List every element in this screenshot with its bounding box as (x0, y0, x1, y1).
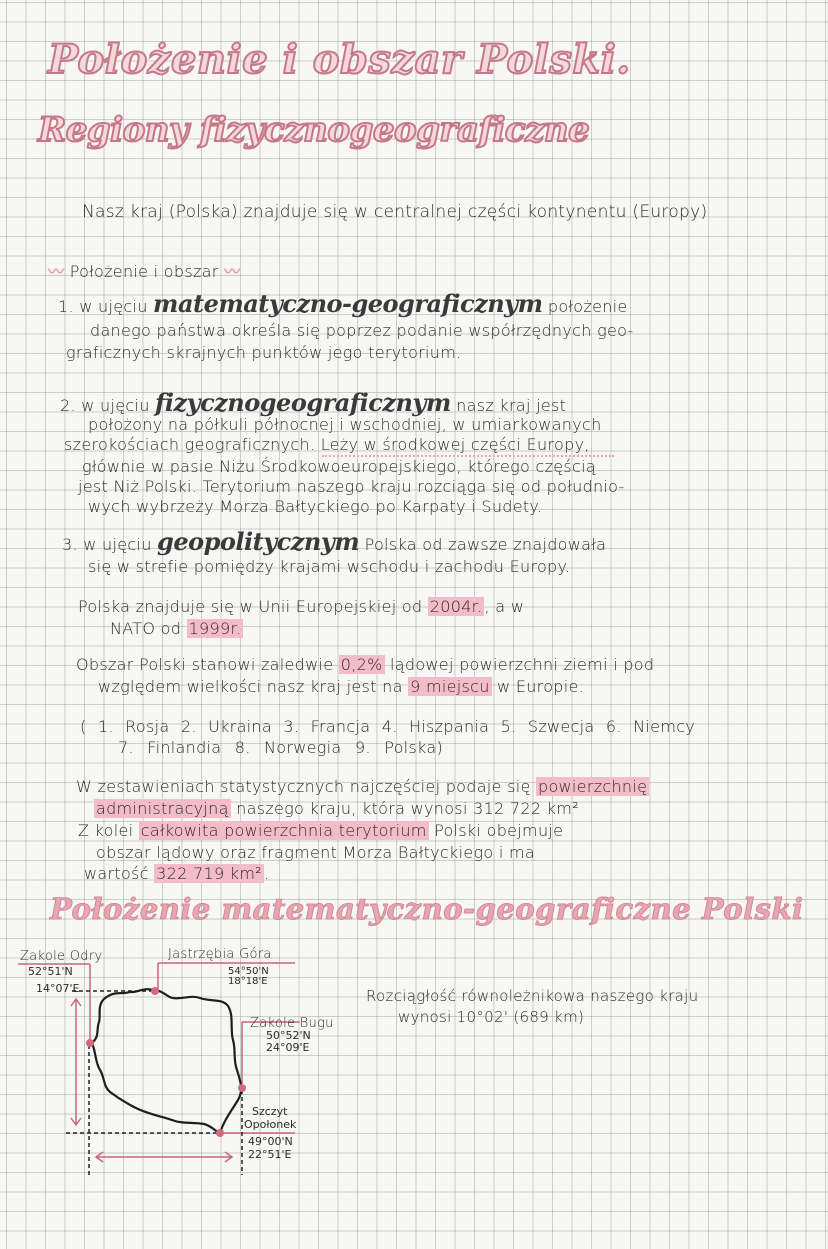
point-number: 3. (62, 535, 78, 554)
point-line: danego państwa określa się poprzez podanie współrzędnych geo- (90, 321, 634, 340)
rank-item: 2. Ukraina (180, 717, 272, 736)
intro-text: Nasz kraj (Polska) znajduje się w centralnej części kontynentu (Europy) (82, 202, 708, 222)
eu-year: 2004r. (429, 597, 483, 616)
stats-text: wartość (84, 864, 149, 883)
coord-odry-lon: 14°07'E (36, 982, 80, 995)
point-line: wych wybrzeży Morza Bałtyckiego po Karpaty i Sudety. (88, 497, 543, 516)
map-section-title: Położenie matematyczno-geograficzne Polski (50, 892, 804, 926)
point-line: jest Niż Polski. Terytorium naszego kraju rozciąga się od południo- (78, 477, 625, 496)
point-line: graficznych skrajnych punktów jego terytorium. (66, 343, 462, 362)
stats-highlight: całkowita powierzchnia terytorium (140, 821, 427, 840)
rank-item: 5. Szwecja (500, 717, 595, 736)
stats-text: Z kolei (78, 821, 134, 840)
paren: ) (436, 738, 443, 757)
area-text: lądowej powierzchni ziemi i pod (390, 655, 655, 674)
nato-text: NATO od (110, 619, 182, 638)
label-zakole-bugu: Zakole Bugu (250, 1016, 334, 1031)
point-keyword: fizycznogeograficznym (155, 388, 451, 417)
point-line: położenie (547, 297, 628, 316)
stats-highlight: powierzchnię (538, 777, 648, 796)
point-line: nasz kraj jest (456, 396, 567, 415)
coord-jastrzebia-lat: 54°50'N (228, 966, 269, 977)
paren: ( (80, 717, 87, 736)
point-prefix: w ujęciu (79, 297, 148, 316)
rank-item: 6. Niemcy (605, 717, 696, 736)
stats-text: . (263, 864, 270, 883)
point-line: szerokościach geograficznych. Leży w środkowej części Europy, (64, 435, 590, 454)
point-line: głównie w pasie Niżu Środkowoeuropejskiego, którego częścią (82, 457, 597, 476)
coord-odry-lat: 52°51'N (28, 965, 73, 978)
point-keyword: matematyczno-geograficznym (153, 289, 543, 318)
eu-text: Polska znajduje się w Unii Europejskiej od (78, 597, 423, 616)
stats-text: Polski obejmuje (434, 821, 564, 840)
label-zakole-odry: Zakole Odry (20, 949, 103, 964)
area-rank: 9 miejscu (410, 677, 490, 696)
rank-item: 9. Polska (354, 738, 437, 757)
nato-year: 1999r. (188, 619, 242, 638)
page-title: Położenie i obszar Polski. (48, 36, 631, 83)
stats-text: W zestawieniach statystycznych najczęściej podaje się (76, 777, 531, 796)
page-subtitle: Regiony fizycznogeograficzne (38, 110, 590, 150)
point-number: 1. (58, 297, 74, 316)
stats-highlight: administracyjną (96, 799, 229, 818)
point-prefix: w ujęciu (81, 396, 150, 415)
area-text: w Europie. (497, 677, 585, 696)
coord-opolonek-lat: 49°00'N (248, 1135, 293, 1148)
rank-item: 1. Rosja (97, 717, 170, 736)
area-text: Obszar Polski stanowi zaledwie (76, 655, 334, 674)
eu-text-end: , a w (484, 597, 525, 616)
point-line: położony na półkuli północnej i wschodniej, w umiarkowanych (88, 415, 602, 434)
point-prefix: w ujęciu (83, 535, 152, 554)
area-stats-line4: obszar lądowy oraz fragment Morza Bałtyckiego i ma (96, 843, 535, 862)
rank-item: 8. Norwegia (234, 738, 342, 757)
total-area-value: 322 719 km² (156, 864, 262, 883)
rank-item: 4. Hiszpania (381, 717, 490, 736)
point-line: Polska od zawsze znajdowała (364, 535, 607, 554)
squiggle-right-icon: 〰 (224, 262, 241, 281)
squiggle-left-icon: 〰 (48, 262, 65, 281)
point-number: 2. (60, 396, 76, 415)
rank-item: 3. Francja (283, 717, 371, 736)
coord-bugu-lat: 50°52'N (266, 1029, 311, 1042)
label-jastrzebia-gora: Jastrzębia Góra (168, 947, 272, 962)
extent-note-line1: Rozciągłość równoleżnikowa naszego kraju (366, 987, 699, 1005)
point-line: się w strefie pomiędzy krajami wschodu i zachodu Europy. (88, 557, 571, 576)
stats-text: naszego kraju, która wynosi (236, 799, 468, 818)
admin-area-value: 312 722 km² (473, 799, 579, 818)
section-heading-label: Położenie i obszar (69, 262, 219, 281)
label-szczyt: Szczyt (252, 1105, 288, 1118)
coord-bugu-lon: 24°09'E (266, 1041, 310, 1054)
point-keyword: geopolitycznym (157, 527, 360, 556)
label-opolonek: Opołonek (244, 1118, 297, 1131)
coord-opolonek-lon: 22°51'E (248, 1148, 292, 1161)
rank-item: 7. Finlandia (118, 738, 222, 757)
area-percent: 0,2% (340, 655, 383, 674)
extent-note-line2: wynosi 10°02' (689 km) (398, 1008, 585, 1026)
area-text: względem wielkości nasz kraj jest na (98, 677, 403, 696)
coord-jastrzebia-lon: 18°18'E (228, 976, 268, 987)
